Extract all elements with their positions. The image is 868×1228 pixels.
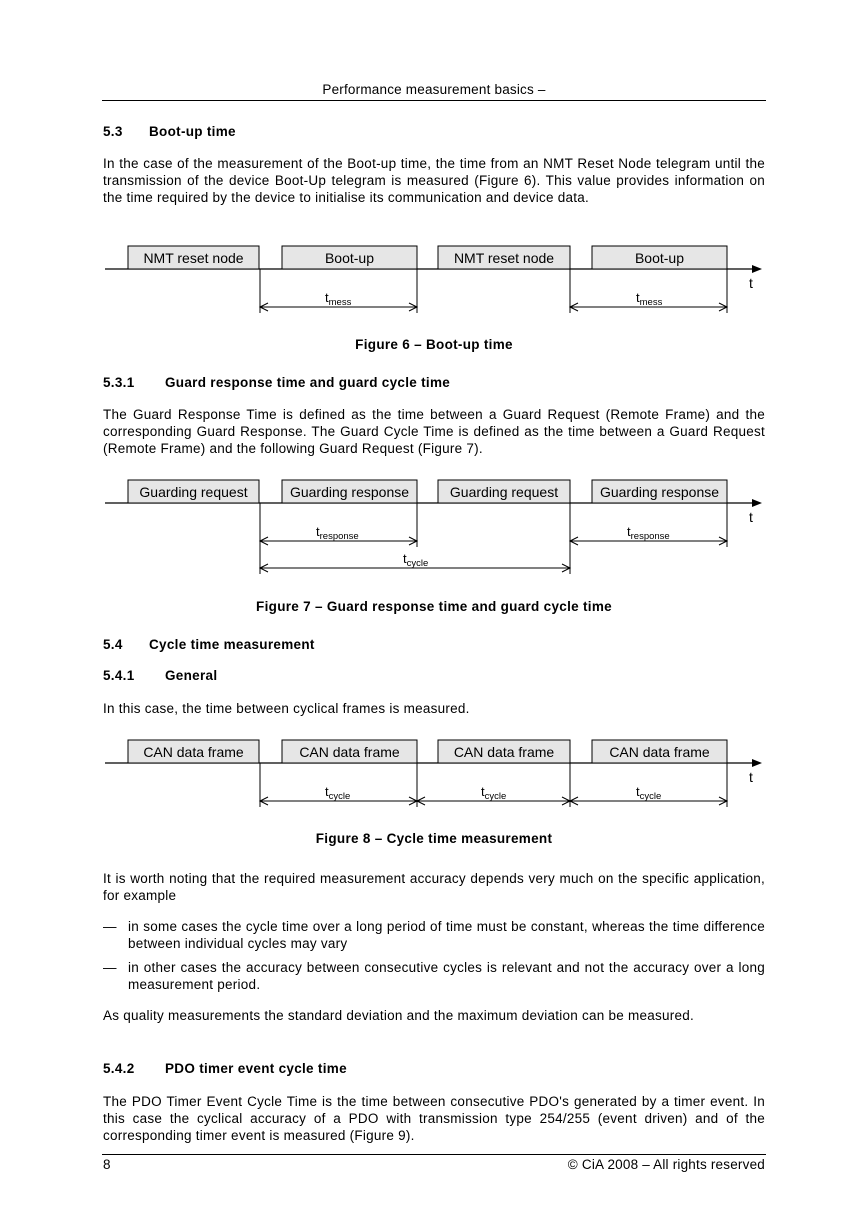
footer-rule	[102, 1154, 766, 1155]
section-number: 5.4.1	[103, 668, 135, 683]
section-heading-5-4	[103, 637, 315, 652]
section-title: PDO timer event cycle time	[165, 1061, 347, 1076]
section-number: 5.3	[103, 124, 123, 139]
interval-label-t-response: $t_{response}$	[627, 524, 670, 542]
frame-label: CAN data frame	[143, 744, 244, 760]
paragraph-quality: As quality measurements the standard deviation and the maximum deviation can be measured.	[103, 1008, 695, 1023]
section-number: 5.4.2	[103, 1061, 135, 1076]
section-heading-5-4-2	[103, 1061, 347, 1076]
section-heading-5-3-1	[103, 375, 450, 390]
section-title: Cycle time measurement	[149, 637, 315, 652]
section-heading-5-4-1	[103, 668, 217, 683]
list-item-text: in some cases the cycle time over a long period of time must be constant, whereas the time difference between individual cycles may vary	[128, 919, 765, 951]
interval-label-t-mess: $t_{mess}$	[636, 290, 663, 308]
dash-marker: —	[103, 960, 117, 975]
list-item	[103, 959, 765, 993]
interval-label-t-mess: $t_{mess}$	[325, 290, 352, 308]
frame-label: Guarding response	[599, 484, 720, 500]
copyright-notice: © CiA 2008 – All rights reserved	[567, 1157, 765, 1172]
paragraph-boot-up: In the case of the measurement of the Boot-up time, the time from an NMT Reset Node telegram until the transmission of the device Boot-Up telegram is measured (Figure 6). This value provides information on the time required by the device to initialise its communication and device data.	[103, 156, 765, 205]
frame-label: Guarding response	[289, 484, 410, 500]
frame-label: NMT reset node	[453, 250, 555, 266]
axis-label-t: t	[749, 769, 753, 785]
figure-7-diagram	[0, 472, 868, 580]
axis-label-t: t	[749, 509, 753, 525]
list-item	[103, 918, 765, 952]
list-item-text: in other cases the accuracy between consecutive cycles is relevant and not the accuracy over a long measurement period.	[128, 960, 765, 992]
interval-label-t-cycle: $t_{cycle}$	[325, 784, 351, 802]
frame-label: CAN data frame	[609, 744, 710, 760]
section-title: Guard response time and guard cycle time	[165, 375, 451, 390]
frame-label: CAN data frame	[299, 744, 400, 760]
interval-label-t-cycle: $t_{cycle}$	[481, 784, 507, 802]
interval-label-t-response: $t_{response}$	[316, 524, 359, 542]
section-number: 5.4	[103, 637, 123, 652]
page-number: 8	[103, 1157, 111, 1172]
section-heading-5-3	[103, 124, 236, 139]
figure-8-caption: Figure 8 – Cycle time measurement	[315, 831, 553, 846]
header-rule	[102, 100, 766, 101]
frame-label: Guarding request	[139, 484, 248, 500]
frame-label: Boot-up	[634, 250, 685, 266]
paragraph-general: In this case, the time between cyclical frames is measured.	[103, 701, 470, 716]
frame-label: NMT reset node	[143, 250, 244, 266]
section-title: General	[165, 668, 218, 683]
figure-7-caption: Figure 7 – Guard response time and guard cycle time	[256, 599, 612, 614]
interval-label-t-cycle: $t_{cycle}$	[403, 551, 429, 569]
figure-6-diagram	[0, 238, 868, 318]
frame-label: Boot-up	[324, 250, 375, 266]
running-header: Performance measurement basics –	[322, 82, 546, 97]
figure-8-diagram	[0, 732, 868, 812]
paragraph-accuracy: It is worth noting that the required measurement accuracy depends very much on the specific application, for example	[103, 871, 765, 903]
interval-label-t-cycle: $t_{cycle}$	[636, 784, 662, 802]
axis-label-t: t	[749, 275, 753, 291]
paragraph-guard: The Guard Response Time is defined as the time between a Guard Request (Remote Frame) and the corresponding Guard Response. The Guard Cycle Time is defined as the time between a Guard Request (Remote Frame) and the following Guard Request (Figure 7).	[103, 407, 765, 456]
frame-label: Guarding request	[449, 484, 559, 500]
dash-marker: —	[103, 919, 117, 934]
figure-6-caption: Figure 6 – Boot-up time	[355, 337, 513, 352]
frame-label: CAN data frame	[453, 744, 555, 760]
paragraph-pdo: The PDO Timer Event Cycle Time is the time between consecutive PDO's generated by a timer event. In this case the cyclical accuracy of a PDO with transmission type 254/255 (event driven) and of the corresponding timer event is measured (Figure 9).	[103, 1094, 765, 1143]
section-number: 5.3.1	[103, 375, 135, 390]
section-title: Boot-up time	[149, 124, 236, 139]
